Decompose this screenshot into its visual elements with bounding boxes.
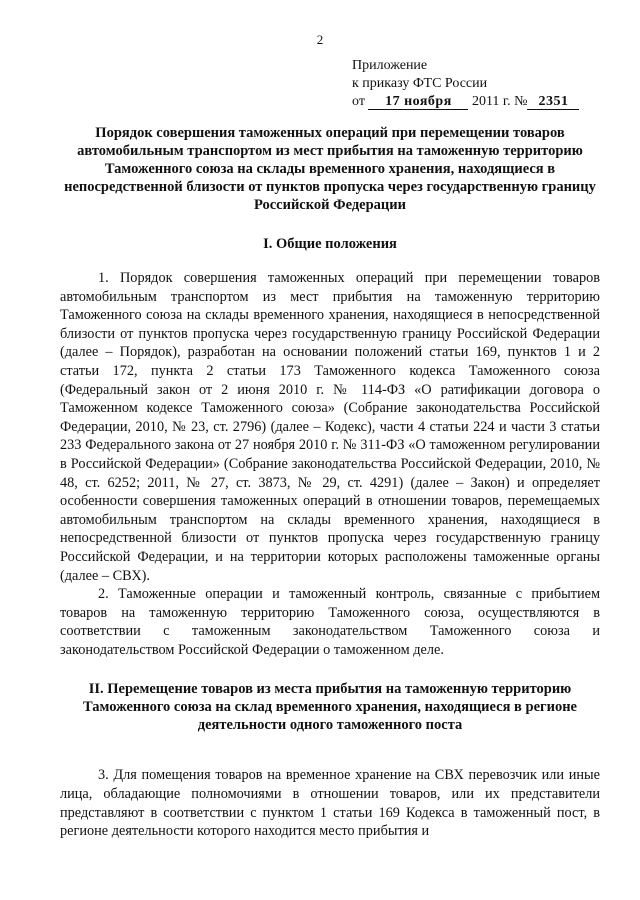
order-number: 2351	[527, 94, 579, 110]
section-2-heading: II. Перемещение товаров из места прибытия на таможенную территорию Таможенного союза на склад временного хранения, находящиеся в регионе деятельности одного таможенного поста	[82, 681, 577, 734]
appendix-label: Приложение	[352, 58, 428, 73]
appendix-order-ref: к приказу ФТС России	[352, 76, 488, 91]
order-year: 2011 г. №	[471, 94, 528, 109]
paragraph-3: 3. Для помещения товаров на временное хранение на СВХ перевозчик или иные лица, обладающие полномочиями в отношении товаров, или их представители представляют в соответствии с пунктом 1 статьи 169 Кодекса в таможенный пост, в регионе деятельности которого находится место прибытия и	[60, 767, 600, 840]
appendix-date-line	[352, 93, 579, 111]
paragraph-2: 2. Таможенные операции и таможенный контроль, связанные с прибытием товаров на таможенную территорию Таможенного союза, осуществляются в соответствии с таможенным законодательством Таможенного союза и законодательством Российской Федерации о таможенном деле.	[60, 586, 600, 658]
from-label: от	[352, 94, 365, 109]
section-1-heading: I. Общие положения	[263, 236, 397, 252]
document-body	[60, 124, 600, 841]
paragraph-1: 1. Порядок совершения таможенных операций при перемещении товаров автомобильным транспортом из мест прибытия на таможенную территорию Таможенного союза на склады временного хранения, находящиеся в непосредственной близости от пунктов пропуска через государственную границу Российской Федерации (далее – Порядок), разработан на основании положений статьи 169, пунктов 1 и 2 статьи 172, пункта 2 статьи 173 Таможенного кодекса Таможенного союза (Федеральный закон от 2 июня 2010 г. № 114-ФЗ «О ратификации договора о Таможенном кодексе Таможенного союза» (Собрание законодательства Российской Федерации, 2010, № 23, ст. 2796) (далее – Кодекс), части 4 статьи 224 и части 3 статьи 233 Федерального закона от 27 ноября 2010 г. № 311-ФЗ «О таможенном регулировании в Российской Федерации» (Собрание законодательства Российской Федерации, 2010, № 48, ст. 6252; 2011, № 27, ст. 3873, № 29, ст. 4291) (далее – Закон) и определяет особенности совершения таможенных операций в отношении товаров, перемещаемых автомобильным транспортом на склады временного хранения, находящиеся в непосредственной близости от пунктов пропуска через государственную границу Российской Федерации, и на территории которых расположены таможенные органы (далее – СВХ).	[60, 270, 600, 584]
order-date: 17 ноября	[368, 94, 468, 110]
document-title: Порядок совершения таможенных операций при перемещении товаров автомобильным транспортом из мест прибытия на таможенную территорию Таможенного союза на склады временного хранения, находящиеся в непосредственной близости от пунктов пропуска через государственную границу Российской Федерации	[64, 125, 596, 213]
page-number: 2	[316, 32, 324, 47]
appendix-block	[352, 57, 579, 111]
